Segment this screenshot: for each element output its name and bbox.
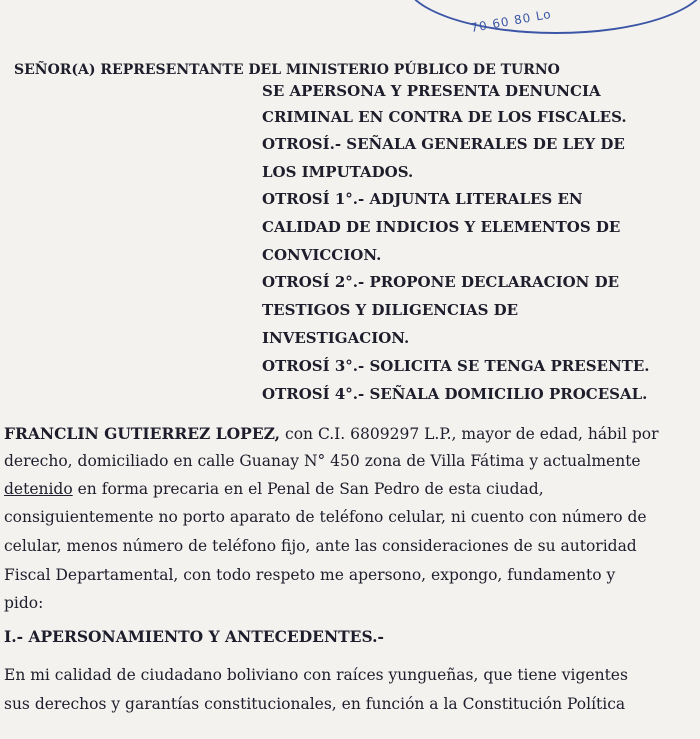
summary-line: INVESTIGACION. [262,329,410,347]
body-line: pido: [4,594,44,612]
body-line: sus derechos y garantías constitucionales, en función a la Constitución Política [4,695,626,713]
summary-line: CALIDAD DE INDICIOS Y ELEMENTOS DE [262,218,621,236]
body-line-rest: con C.I. 6809297 L.P., mayor de edad, hábil por [280,425,659,443]
summary-line: OTROSÍ 3°.- SOLICITA SE TENGA PRESENTE. [262,357,650,375]
body-line: consiguientemente no porto aparato de teléfono celular, ni cuento con número de [4,508,647,526]
summary-line: SE APERSONA Y PRESENTA DENUNCIA [262,82,601,100]
stamp-numbers: 70 60 80 Lo [469,6,553,36]
addressee-header: SEÑOR(A) REPRESENTANTE DEL MINISTERIO PÚBLICO DE TURNO [14,62,560,78]
summary-line: OTROSÍ.- SEÑALA GENERALES DE LEY DE [262,135,625,153]
body-line: celular, menos número de teléfono fijo, ante las consideraciones de su autoridad [4,537,637,555]
body-line-rest: en forma precaria en el Penal de San Pedro de esta ciudad, [72,480,544,498]
summary-line: OTROSÍ 2°.- PROPONE DECLARACION DE [262,273,620,291]
summary-line: TESTIGOS Y DILIGENCIAS DE [262,301,519,319]
body-line: En mi calidad de ciudadano boliviano con raíces yungueñas, que tiene vigentes [4,666,628,684]
body-line: derecho, domiciliado en calle Guanay N° 450 zona de Villa Fátima y actualmente [4,452,641,470]
summary-line: CONVICCION. [262,246,382,264]
body-line: Fiscal Departamental, con todo respeto me apersono, expongo, fundamento y [4,566,616,584]
summary-line: CRIMINAL EN CONTRA DE LOS FISCALES. [262,108,627,126]
underlined-word: detenido [4,480,73,498]
body-line [4,424,659,443]
section-heading: I.- APERSONAMIENTO Y ANTECEDENTES.- [4,627,384,646]
summary-line: OTROSÍ 4°.- SEÑALA DOMICILIO PROCESAL. [262,385,648,403]
summary-line: LOS IMPUTADOS. [262,163,414,181]
complainant-name: FRANCLIN GUTIERREZ LOPEZ, [4,424,281,443]
body-line [4,480,544,498]
summary-line: OTROSÍ 1°.- ADJUNTA LITERALES EN [262,190,583,208]
